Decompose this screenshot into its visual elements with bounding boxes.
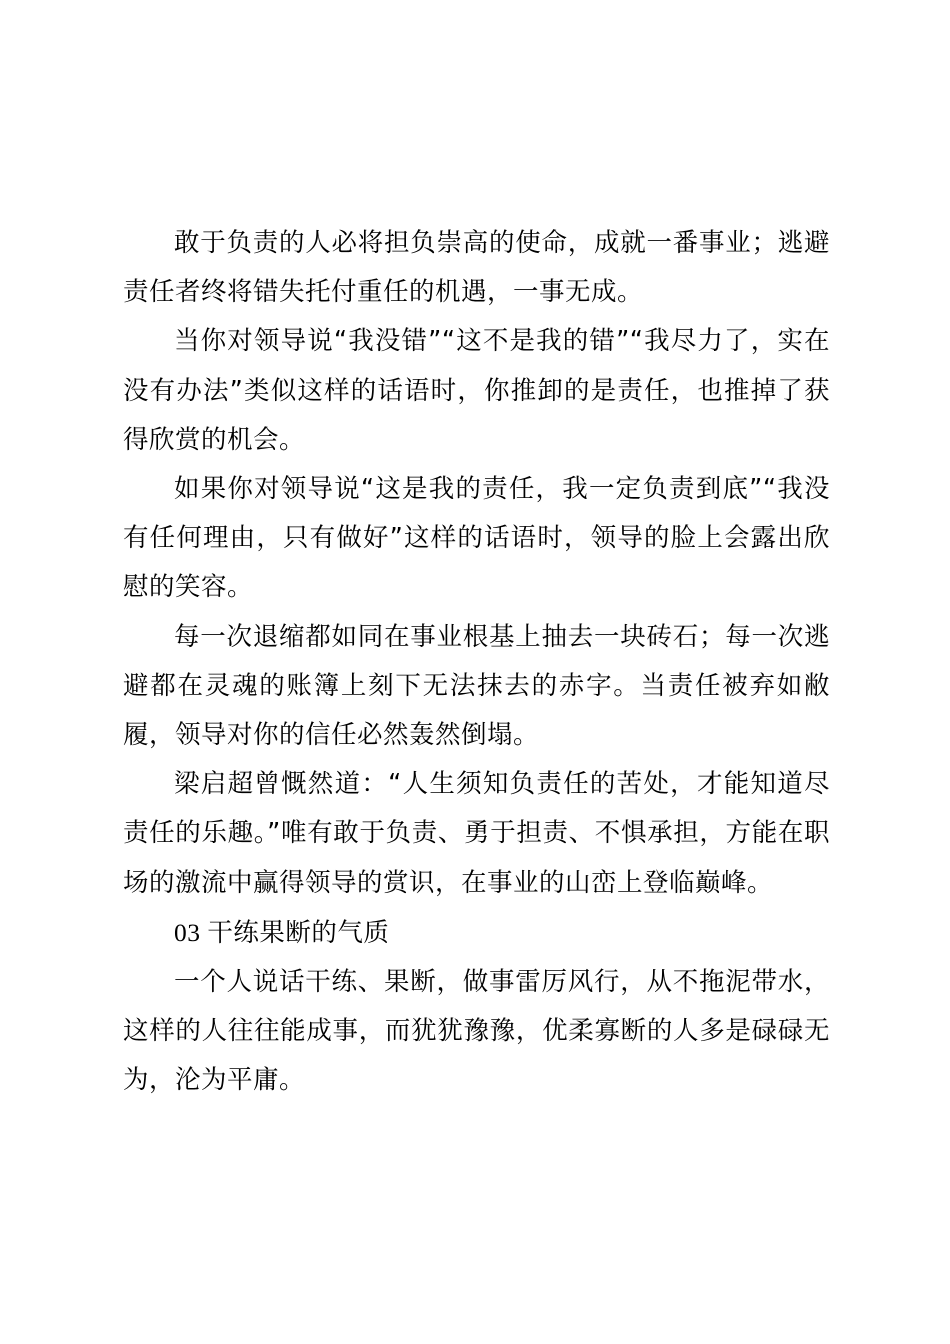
document-body	[123, 219, 830, 1106]
section-title: 干练果断的气质	[207, 917, 390, 948]
paragraph-shirking-words: 当你对领导说“我没错”“这不是我的错”“我尽力了，实在没有办法”类似这样的话语时，你推卸的是责任，也推掉了获得欣赏的机会。	[123, 326, 830, 455]
paragraph-decisive-temperament: 一个人说话干练、果断，做事雷厉风行，从不拖泥带水，这样的人往往能成事，而犹犹豫豫，优柔寡断的人多是碌碌无为，沦为平庸。	[123, 967, 830, 1096]
paragraph-accepting-words: 如果你对领导说“这是我的责任，我一定负责到底”“我没有任何理由，只有做好”这样的话语时，领导的脸上会露出欣慰的笑容。	[123, 474, 830, 603]
paragraph-responsibility-intro: 敢于负责的人必将担负崇高的使命，成就一番事业；逃避责任者终将错失托付重任的机遇，一事无成。	[123, 228, 830, 308]
section-heading	[123, 908, 830, 958]
paragraph-liang-qichao-quote: 梁启超曾慨然道：“人生须知负责任的苦处，才能知道尽责任的乐趣。”唯有敢于负责、勇于担责、不惧承担，方能在职场的激流中赢得领导的赏识，在事业的山峦上登临巅峰。	[123, 769, 830, 898]
section-number: 03	[174, 917, 201, 947]
paragraph-retreat-consequence: 每一次退缩都如同在事业根基上抽去一块砖石；每一次逃避都在灵魂的账簿上刻下无法抹去的赤字。当责任被弃如敝履，领导对你的信任必然轰然倒塌。	[123, 621, 830, 751]
